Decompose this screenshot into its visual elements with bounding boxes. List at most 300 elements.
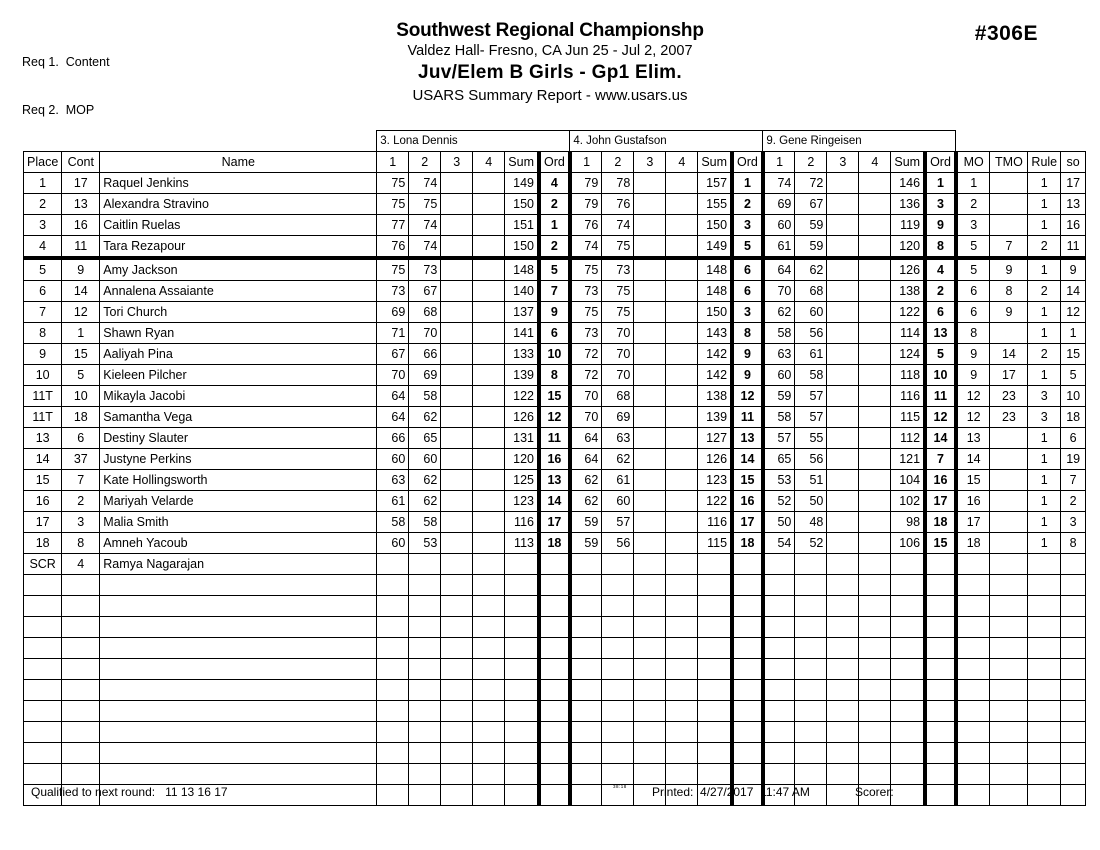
cell-j1-ord: 12	[539, 407, 570, 428]
judge-band-spacer-rule	[1028, 131, 1061, 152]
cell-rule: 3	[1028, 386, 1061, 407]
cell-j2-mark-2: 56	[602, 533, 634, 554]
cell-j2-mark-3	[634, 258, 666, 281]
cell-j2-mark-3	[634, 554, 666, 575]
cell-j3-mark-4	[859, 638, 891, 659]
cell-tmo: 14	[990, 344, 1028, 365]
cell-j3-mark-3	[827, 701, 859, 722]
cell-j1-mark-2: 68	[409, 302, 441, 323]
cell-cont	[62, 575, 100, 596]
cell-j3-mark-2	[795, 659, 827, 680]
cell-cont: 4	[62, 554, 100, 575]
cell-j2-mark-2: 63	[602, 428, 634, 449]
cell-j1-sum	[505, 596, 539, 617]
cell-tmo	[990, 638, 1028, 659]
cell-cont	[62, 659, 100, 680]
cell-j1-mark-2: 69	[409, 365, 441, 386]
cell-j1-mark-4	[473, 533, 505, 554]
cell-j3-mark-3	[827, 281, 859, 302]
cell-j3-mark-2	[795, 680, 827, 701]
table-row	[24, 386, 1086, 407]
cell-j2-ord: 1	[732, 173, 763, 194]
cell-name: Tara Rezapour	[100, 236, 377, 259]
cell-j3-ord: 11	[925, 386, 956, 407]
cell-j2-mark-1	[570, 638, 602, 659]
cell-cont: 12	[62, 302, 100, 323]
cell-j1-mark-3	[441, 344, 473, 365]
cell-j3-mark-1: 58	[763, 323, 795, 344]
cell-j3-mark-1	[763, 596, 795, 617]
cell-j3-mark-4	[859, 701, 891, 722]
cell-j1-sum: 139	[505, 365, 539, 386]
cell-j2-mark-2: 62	[602, 449, 634, 470]
cell-j1-mark-3	[441, 407, 473, 428]
cell-j3-ord	[925, 743, 956, 764]
cell-j3-mark-4	[859, 491, 891, 512]
build-stamp: 38:18	[613, 784, 627, 789]
cell-place	[24, 617, 62, 638]
cell-j2-sum: 142	[698, 365, 732, 386]
cell-j1-mark-3	[441, 281, 473, 302]
col-header-j1-mark-2: 2	[409, 152, 441, 173]
cell-cont: 6	[62, 428, 100, 449]
cell-j3-mark-3	[827, 743, 859, 764]
cell-j2-mark-2: 60	[602, 491, 634, 512]
cell-j2-mark-4	[666, 449, 698, 470]
cell-j1-ord: 14	[539, 491, 570, 512]
judge-band-spacer-so	[1061, 131, 1086, 152]
cell-j2-mark-4	[666, 194, 698, 215]
cell-place: 2	[24, 194, 62, 215]
cell-j3-sum	[891, 554, 925, 575]
col-header-j1-mark-3: 3	[441, 152, 473, 173]
report-source: USARS Summary Report - www.usars.us	[412, 87, 688, 104]
cell-j1-ord: 4	[539, 173, 570, 194]
cell-j3-mark-1: 63	[763, 344, 795, 365]
cell-j3-mark-2: 48	[795, 512, 827, 533]
cell-j3-mark-3	[827, 323, 859, 344]
cell-j2-mark-3	[634, 596, 666, 617]
cell-j2-ord	[732, 680, 763, 701]
cell-j1-mark-1: 66	[377, 428, 409, 449]
cell-j2-mark-2: 70	[602, 344, 634, 365]
table-row	[24, 743, 1086, 764]
cell-j2-mark-3	[634, 533, 666, 554]
cell-j2-sum: 116	[698, 512, 732, 533]
cell-place: 14	[24, 449, 62, 470]
cell-tmo	[990, 512, 1028, 533]
table-row	[24, 215, 1086, 236]
cell-name	[100, 659, 377, 680]
cell-mo	[956, 617, 990, 638]
table-row	[24, 428, 1086, 449]
cell-name: Caitlin Ruelas	[100, 215, 377, 236]
cell-j2-mark-1: 79	[570, 173, 602, 194]
cell-j1-ord: 16	[539, 449, 570, 470]
cell-j2-sum: 150	[698, 215, 732, 236]
cell-j2-mark-3	[634, 470, 666, 491]
cell-j2-mark-1	[570, 554, 602, 575]
judge-band-spacer-mo	[956, 131, 990, 152]
cell-j1-mark-2	[409, 617, 441, 638]
cell-j3-ord: 6	[925, 302, 956, 323]
cell-cont: 11	[62, 236, 100, 259]
cell-j1-mark-3	[441, 533, 473, 554]
cell-j2-mark-2: 76	[602, 194, 634, 215]
cell-j1-mark-4	[473, 680, 505, 701]
cell-j1-sum: 125	[505, 470, 539, 491]
cell-j1-ord	[539, 554, 570, 575]
cell-mo: 9	[956, 365, 990, 386]
cell-name: Samantha Vega	[100, 407, 377, 428]
judge-band-spacer-tmo	[990, 131, 1028, 152]
cell-name: Annalena Assaiante	[100, 281, 377, 302]
cell-j3-mark-1: 60	[763, 215, 795, 236]
cell-j2-sum: 138	[698, 386, 732, 407]
cell-name: Kieleen Pilcher	[100, 365, 377, 386]
cell-name: Aaliyah Pina	[100, 344, 377, 365]
cell-j1-mark-2: 70	[409, 323, 441, 344]
cell-j1-ord: 1	[539, 215, 570, 236]
table-row	[24, 173, 1086, 194]
cell-j3-mark-2: 59	[795, 236, 827, 259]
cell-j2-mark-2: 75	[602, 302, 634, 323]
cell-place	[24, 701, 62, 722]
cell-cont	[62, 743, 100, 764]
cell-j3-mark-1	[763, 575, 795, 596]
cell-j3-mark-2	[795, 596, 827, 617]
cell-j3-sum: 138	[891, 281, 925, 302]
cell-so: 15	[1061, 344, 1086, 365]
cell-j2-mark-2	[602, 575, 634, 596]
col-header-j2-sum: Sum	[698, 152, 732, 173]
cell-j3-mark-1	[763, 680, 795, 701]
cell-j3-sum	[891, 701, 925, 722]
cell-j1-sum: 133	[505, 344, 539, 365]
cell-j3-mark-1: 61	[763, 236, 795, 259]
cell-cont: 3	[62, 512, 100, 533]
cell-j1-mark-3	[441, 722, 473, 743]
cell-name	[100, 701, 377, 722]
cell-j1-sum: 120	[505, 449, 539, 470]
cell-j1-mark-2: 58	[409, 386, 441, 407]
cell-j2-sum: 126	[698, 449, 732, 470]
cell-j2-ord: 5	[732, 236, 763, 259]
cell-rule	[1028, 743, 1061, 764]
cell-j3-mark-1: 53	[763, 470, 795, 491]
cell-j1-mark-1	[377, 554, 409, 575]
cell-j2-mark-4	[666, 659, 698, 680]
cell-j1-mark-2: 62	[409, 470, 441, 491]
cell-j3-ord	[925, 701, 956, 722]
cell-j2-ord: 13	[732, 428, 763, 449]
cell-j1-sum: 113	[505, 533, 539, 554]
cell-j2-mark-4	[666, 470, 698, 491]
cell-j3-mark-3	[827, 722, 859, 743]
cell-place: 17	[24, 512, 62, 533]
cell-j3-sum: 121	[891, 449, 925, 470]
cell-j2-mark-4	[666, 386, 698, 407]
cell-j2-mark-1	[570, 617, 602, 638]
cell-j1-mark-4	[473, 449, 505, 470]
cell-j3-ord	[925, 659, 956, 680]
cell-j3-sum: 115	[891, 407, 925, 428]
cell-j2-mark-2: 61	[602, 470, 634, 491]
table-row	[24, 722, 1086, 743]
cell-j2-sum: 115	[698, 533, 732, 554]
table-row	[24, 323, 1086, 344]
cell-j3-mark-3	[827, 407, 859, 428]
cell-place: 8	[24, 323, 62, 344]
cell-j2-mark-2: 74	[602, 215, 634, 236]
cell-j3-mark-2: 52	[795, 533, 827, 554]
cell-j3-ord: 7	[925, 449, 956, 470]
cell-j1-mark-4	[473, 173, 505, 194]
cell-name	[100, 680, 377, 701]
cell-j3-mark-1	[763, 743, 795, 764]
cell-so: 8	[1061, 533, 1086, 554]
score-sheet-table	[23, 130, 1086, 806]
cell-j2-mark-1: 74	[570, 236, 602, 259]
cell-j3-mark-1: 58	[763, 407, 795, 428]
cell-j1-sum	[505, 743, 539, 764]
cell-j2-sum: 139	[698, 407, 732, 428]
cell-j2-mark-3	[634, 512, 666, 533]
col-header-mo: MO	[956, 152, 990, 173]
cell-j3-mark-1: 59	[763, 386, 795, 407]
cell-j1-mark-3	[441, 554, 473, 575]
cell-cont	[62, 680, 100, 701]
cell-j2-mark-1	[570, 575, 602, 596]
cell-mo: 5	[956, 236, 990, 259]
cell-name: Raquel Jenkins	[100, 173, 377, 194]
cell-j1-mark-2: 66	[409, 344, 441, 365]
cell-j2-sum	[698, 596, 732, 617]
cell-j2-mark-3	[634, 638, 666, 659]
event-division-title: Juv/Elem B Girls - Gp1 Elim.	[418, 62, 682, 83]
cell-j2-mark-4	[666, 680, 698, 701]
cell-j2-mark-1: 75	[570, 302, 602, 323]
cell-j1-ord	[539, 596, 570, 617]
cell-j2-sum	[698, 701, 732, 722]
cell-place: SCR	[24, 554, 62, 575]
cell-mo: 16	[956, 491, 990, 512]
cell-j1-mark-1: 64	[377, 386, 409, 407]
cell-place	[24, 722, 62, 743]
cell-j3-mark-4	[859, 407, 891, 428]
cell-j3-sum: 119	[891, 215, 925, 236]
cell-place: 1	[24, 173, 62, 194]
cell-j1-mark-1: 63	[377, 470, 409, 491]
cell-j1-mark-2: 62	[409, 407, 441, 428]
table-row	[24, 236, 1086, 259]
cell-mo: 5	[956, 258, 990, 281]
cell-j1-mark-4	[473, 344, 505, 365]
cell-j2-mark-1: 75	[570, 258, 602, 281]
cell-name	[100, 638, 377, 659]
cell-j2-ord	[732, 722, 763, 743]
cell-j1-sum	[505, 617, 539, 638]
cell-j2-mark-2	[602, 701, 634, 722]
cell-j3-ord	[925, 638, 956, 659]
col-header-j2-mark-2: 2	[602, 152, 634, 173]
cell-j3-mark-4	[859, 302, 891, 323]
cell-j2-ord: 3	[732, 215, 763, 236]
cell-j2-mark-2: 70	[602, 323, 634, 344]
cell-j2-mark-3	[634, 344, 666, 365]
cell-mo	[956, 554, 990, 575]
cell-tmo	[990, 533, 1028, 554]
cell-j2-mark-3	[634, 449, 666, 470]
cell-j2-ord	[732, 596, 763, 617]
table-row	[24, 407, 1086, 428]
cell-tmo	[990, 323, 1028, 344]
cell-place: 11T	[24, 407, 62, 428]
table-row	[24, 596, 1086, 617]
cell-j2-sum: 155	[698, 194, 732, 215]
cell-j2-mark-1	[570, 701, 602, 722]
cell-so	[1061, 575, 1086, 596]
cell-j1-mark-2	[409, 659, 441, 680]
cell-j2-mark-4	[666, 617, 698, 638]
cell-j2-mark-3	[634, 680, 666, 701]
cell-j2-mark-1: 73	[570, 323, 602, 344]
cell-j3-mark-3	[827, 659, 859, 680]
cell-j3-mark-1: 64	[763, 258, 795, 281]
cell-j1-mark-1: 71	[377, 323, 409, 344]
cell-mo: 13	[956, 428, 990, 449]
cell-cont: 5	[62, 365, 100, 386]
cell-j1-mark-3	[441, 449, 473, 470]
cell-place: 7	[24, 302, 62, 323]
cell-j1-mark-4	[473, 323, 505, 344]
cell-so	[1061, 617, 1086, 638]
cell-j3-mark-2: 68	[795, 281, 827, 302]
cell-j2-mark-4	[666, 596, 698, 617]
cell-j3-mark-1	[763, 659, 795, 680]
cell-j2-mark-1: 70	[570, 407, 602, 428]
cell-j1-mark-3	[441, 512, 473, 533]
cell-j3-mark-4	[859, 596, 891, 617]
cell-j1-mark-1: 75	[377, 258, 409, 281]
cell-cont: 16	[62, 215, 100, 236]
cell-j3-mark-4	[859, 512, 891, 533]
cell-so	[1061, 638, 1086, 659]
cell-j3-mark-4	[859, 617, 891, 638]
cell-place: 6	[24, 281, 62, 302]
cell-j1-mark-4	[473, 470, 505, 491]
cell-j1-mark-3	[441, 365, 473, 386]
table-row	[24, 701, 1086, 722]
cell-j2-mark-2	[602, 596, 634, 617]
cell-j1-mark-1: 73	[377, 281, 409, 302]
requirement-1: Req 1. Content	[22, 55, 110, 69]
cell-place: 16	[24, 491, 62, 512]
cell-j1-mark-2: 62	[409, 491, 441, 512]
cell-j1-mark-4	[473, 617, 505, 638]
cell-j3-mark-2	[795, 722, 827, 743]
cell-name: Ramya Nagarajan	[100, 554, 377, 575]
cell-j1-mark-4	[473, 722, 505, 743]
cell-j3-mark-3	[827, 302, 859, 323]
cell-j2-mark-4	[666, 407, 698, 428]
col-header-j1-mark-4: 4	[473, 152, 505, 173]
cell-j3-ord: 1	[925, 173, 956, 194]
cell-j2-mark-4	[666, 512, 698, 533]
cell-name: Mikayla Jacobi	[100, 386, 377, 407]
cell-so: 1	[1061, 323, 1086, 344]
cell-place	[24, 659, 62, 680]
cell-j3-sum	[891, 659, 925, 680]
judge-band-row	[24, 131, 1086, 152]
cell-j3-ord: 14	[925, 428, 956, 449]
cell-j3-sum	[891, 638, 925, 659]
cell-j3-mark-1: 60	[763, 365, 795, 386]
col-header-place: Place	[24, 152, 62, 173]
cell-j1-sum: 148	[505, 258, 539, 281]
table-row	[24, 533, 1086, 554]
cell-place: 18	[24, 533, 62, 554]
cell-j3-mark-3	[827, 512, 859, 533]
cell-cont: 7	[62, 470, 100, 491]
cell-j3-mark-2: 72	[795, 173, 827, 194]
cell-j2-ord: 2	[732, 194, 763, 215]
cell-j2-ord: 11	[732, 407, 763, 428]
cell-tmo	[990, 722, 1028, 743]
cell-j1-mark-4	[473, 194, 505, 215]
cell-mo: 17	[956, 512, 990, 533]
cell-tmo: 8	[990, 281, 1028, 302]
table-row	[24, 680, 1086, 701]
cell-j2-mark-3	[634, 575, 666, 596]
cell-so: 19	[1061, 449, 1086, 470]
cell-j3-mark-4	[859, 258, 891, 281]
cell-j1-sum	[505, 701, 539, 722]
table-row	[24, 470, 1086, 491]
cell-j3-sum: 118	[891, 365, 925, 386]
cell-j3-mark-1: 50	[763, 512, 795, 533]
cell-cont	[62, 596, 100, 617]
cell-tmo	[990, 491, 1028, 512]
cell-j3-mark-2	[795, 701, 827, 722]
cell-j1-ord: 18	[539, 533, 570, 554]
cell-tmo	[990, 449, 1028, 470]
title-block	[0, 20, 1100, 106]
cell-cont	[62, 701, 100, 722]
cell-cont: 18	[62, 407, 100, 428]
cell-j2-mark-2: 75	[602, 236, 634, 259]
cell-j1-ord: 7	[539, 281, 570, 302]
cell-cont: 9	[62, 258, 100, 281]
cell-j1-ord: 2	[539, 194, 570, 215]
cell-j1-mark-1: 58	[377, 512, 409, 533]
cell-place	[24, 680, 62, 701]
cell-j2-mark-1	[570, 743, 602, 764]
cell-j2-mark-1: 59	[570, 512, 602, 533]
cell-j1-ord	[539, 575, 570, 596]
col-header-j3-sum: Sum	[891, 152, 925, 173]
cell-j1-mark-2: 74	[409, 173, 441, 194]
cell-j1-sum: 137	[505, 302, 539, 323]
cell-j2-mark-2: 73	[602, 258, 634, 281]
cell-j1-mark-2: 73	[409, 258, 441, 281]
cell-j1-ord	[539, 617, 570, 638]
cell-j2-mark-4	[666, 215, 698, 236]
cell-cont: 10	[62, 386, 100, 407]
cell-j3-mark-4	[859, 680, 891, 701]
cell-j3-ord: 13	[925, 323, 956, 344]
cell-j1-mark-4	[473, 554, 505, 575]
